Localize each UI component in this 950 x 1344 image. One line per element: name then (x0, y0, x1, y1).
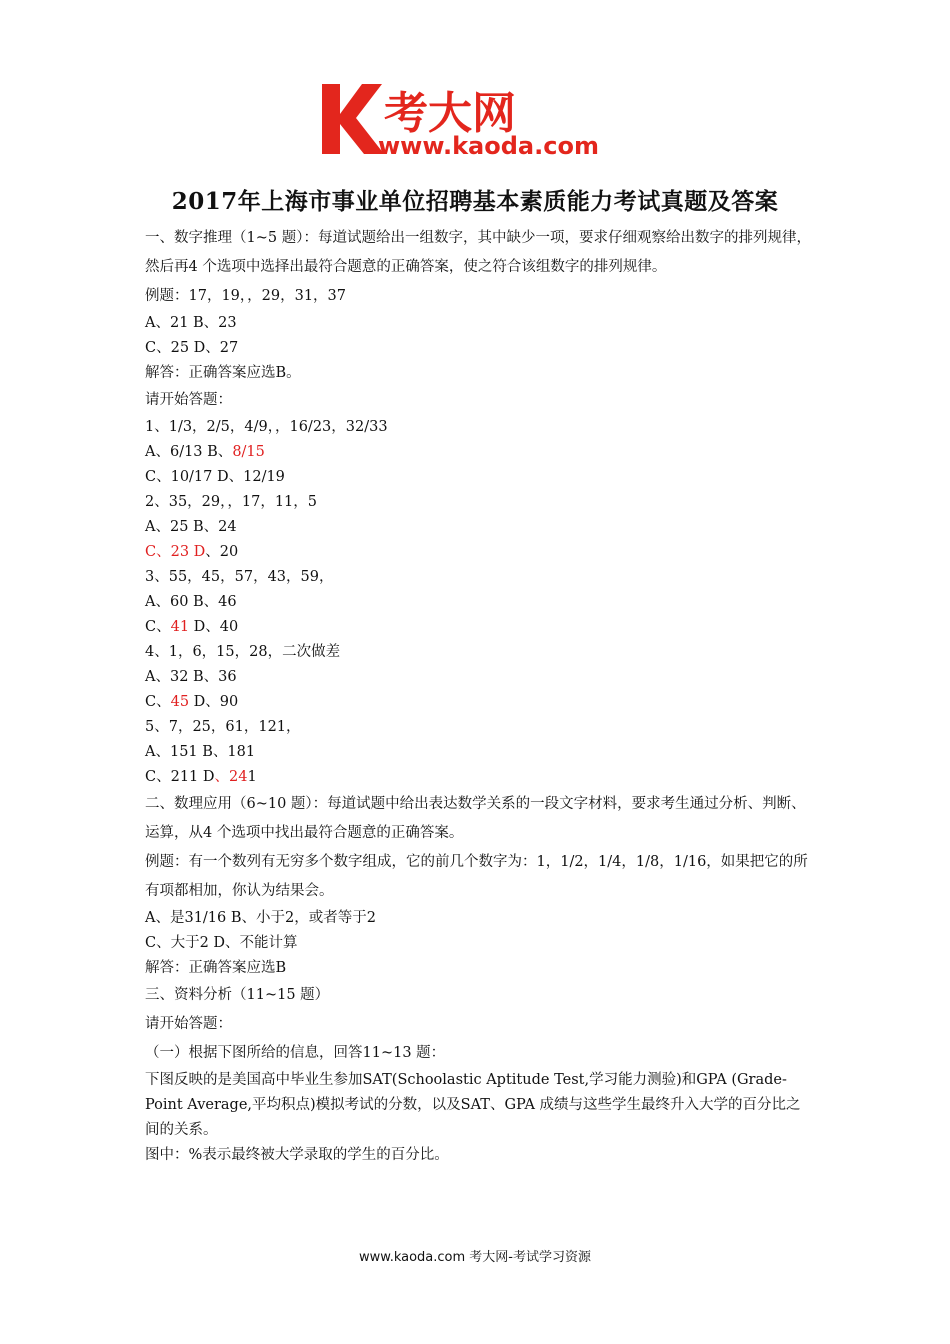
section1-example-options-cd: C、25 D、27 (145, 340, 239, 356)
section2-options-cd: C、大于2 D、不能计算 (145, 935, 298, 951)
q3-answer-highlight: 41 (170, 619, 190, 635)
section1-intro: 一、数字推理（1~5 题）：每道试题给出一组数字，其中缺少一项，要求仔细观察给出数字的排列规律，然后再4 个选项中选择出最符合题意的正确答案，使之符合该组数字的排列规律。 (145, 230, 811, 275)
q4-answer-highlight: 45 (170, 694, 190, 710)
section1-example-answer: 解答：正确答案应选B。 (145, 365, 301, 381)
q2-stem: 2、35，29，，17，11，5 (145, 494, 318, 510)
q5-answer-highlight: 、24 (214, 769, 248, 785)
section3-heading: 三、资料分析（11~15 题） (145, 987, 330, 1003)
q1-options-ab (145, 440, 815, 465)
section1-example-options-ab: A、21 B、23 (145, 315, 237, 331)
kaoda-logo-graphic (318, 80, 648, 160)
q1-options-cd: C、10/17 D、12/19 (145, 469, 285, 485)
section1-start: 请开始答题： (145, 392, 232, 408)
logo-url-text: www.kaoda.com (378, 132, 599, 160)
q4-stem: 4、1，6，15，28，二次做差 (145, 644, 341, 660)
document-body (145, 224, 815, 1168)
q4-options-ab: A、32 B、36 (145, 669, 237, 685)
q3-cd-pre: C、 (145, 619, 171, 635)
section1-example: 例题：17，19，，29，31，37 (145, 288, 347, 304)
q2-options-ab: A、25 B、24 (145, 519, 237, 535)
q4-options-cd (145, 690, 815, 715)
page-footer: www.kaoda.com 考大网-考试学习资源 (359, 1250, 591, 1265)
q3-stem: 3、55，45，57，43，59， (145, 569, 334, 585)
section3-start: 请开始答题： (145, 1016, 232, 1032)
q5-stem: 5、7，25，61，121， (145, 719, 301, 735)
logo-brand-text: 考大网 (384, 88, 516, 139)
q1-stem: 1、1/3，2/5，4/9，，16/23，32/33 (145, 419, 388, 435)
q5-options-ab: A、151 B、181 (145, 744, 256, 760)
q4-cd-pre: C、 (145, 694, 171, 710)
q1-ab-text: A、6/13 B、 (145, 444, 233, 460)
section3-note: 图中：%表示最终被大学录取的学生的百分比。 (145, 1147, 449, 1163)
q2-cd-text: 、20 (205, 544, 239, 560)
q5-cd-post: 1 (247, 769, 257, 785)
page-title: 2017年上海市事业单位招聘基本素质能力考试真题及答案 (171, 188, 779, 215)
section3-description: 下图反映的是美国高中毕业生参加SAT(Schoolastic Aptitude Test,学习能力测验)和GPA (Grade-Point Average,平均积点)模拟考试的分数，以及SAT、GPA 成绩与这些学生最终升入大学的百分比之间的关系。 (145, 1072, 801, 1138)
section2-options-ab: A、是31/16 B、小于2，或者等于2 (145, 910, 376, 926)
q4-cd-post: D、90 (189, 694, 239, 710)
q2-answer-highlight: C、23 D (145, 544, 206, 560)
q3-options-cd (145, 615, 815, 640)
q5-options-cd (145, 765, 815, 790)
kaoda-logo (318, 80, 648, 160)
q3-cd-post: D、40 (189, 619, 239, 635)
q1-answer-highlight: 8/15 (232, 444, 265, 460)
q3-options-ab: A、60 B、46 (145, 594, 237, 610)
q2-options-cd (145, 540, 815, 565)
q5-cd-pre: C、211 D (145, 769, 215, 785)
section2-intro: 二、数理应用（6~10 题）：每道试题中给出表达数学关系的一段文字材料，要求考生通过分析、判断、运算，从4 个选项中找出最符合题意的正确答案。 (145, 796, 806, 841)
section2-example: 例题：有一个数列有无穷多个数字组成，它的前几个数字为：1，1/2，1/4，1/8，1/16，如果把它的所有项都相加，你认为结果会。 (145, 854, 808, 899)
section3-sub1: （一）根据下图所给的信息，回答11~13 题： (145, 1045, 446, 1061)
section2-answer: 解答：正确答案应选B (145, 960, 287, 976)
